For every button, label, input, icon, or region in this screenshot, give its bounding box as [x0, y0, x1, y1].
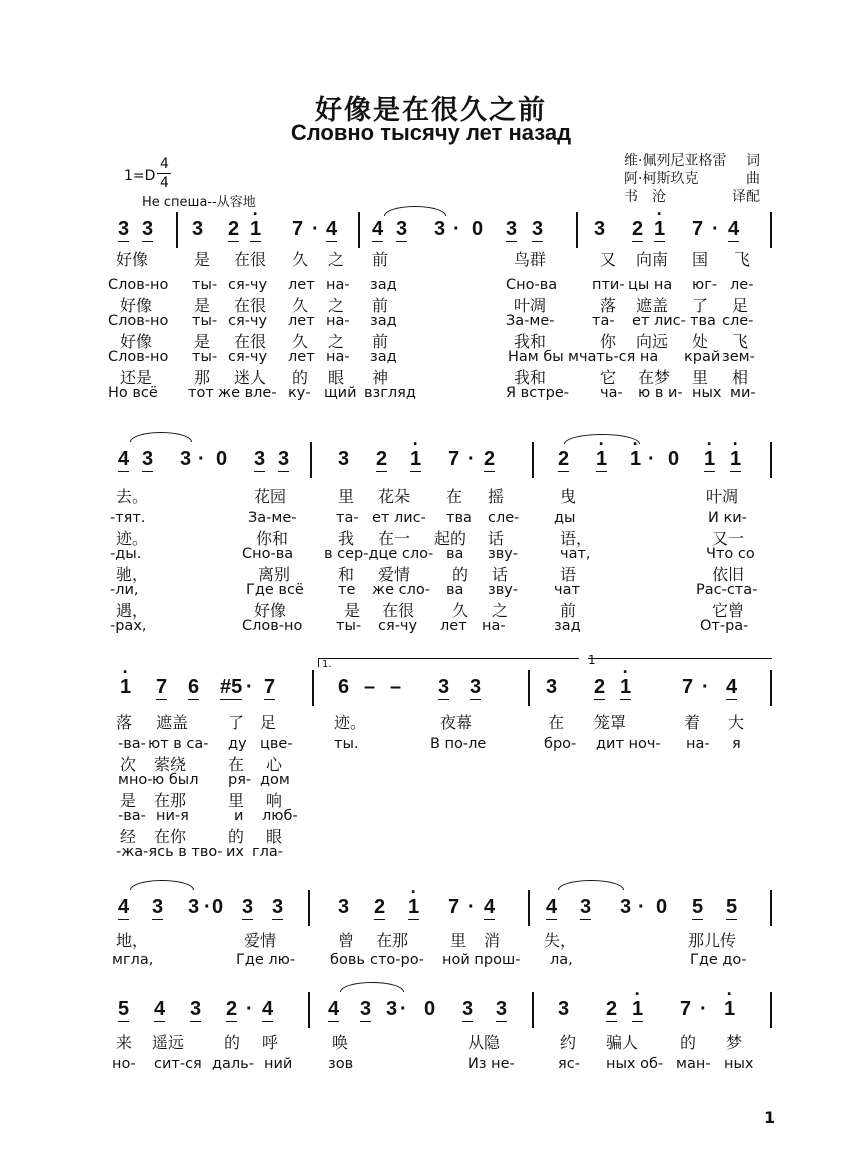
barline: [176, 212, 178, 248]
note: 3: [278, 448, 290, 470]
note: · 1: [120, 676, 131, 699]
volta-bracket-2: 1: [588, 658, 772, 667]
note: 3: [532, 218, 544, 240]
note: 4: [372, 218, 384, 240]
note-dot: ·: [400, 998, 407, 1020]
note: 0: [216, 448, 228, 470]
note: 3: [360, 998, 372, 1020]
note: 3: [580, 896, 592, 918]
note: 4: [154, 998, 166, 1020]
note: 3: [470, 676, 482, 698]
note: 0: [668, 448, 680, 470]
barline: [770, 670, 772, 706]
note: · 1: [632, 998, 643, 1022]
note: · 1: [630, 448, 641, 471]
note: 5: [726, 896, 738, 918]
time-signature-top: 4: [160, 156, 169, 172]
note: 0: [472, 218, 484, 240]
note: 3: [462, 998, 474, 1020]
note: 3: [272, 896, 284, 918]
barline: [308, 992, 310, 1028]
note: 3: [496, 998, 508, 1020]
slur: [558, 880, 624, 890]
note: 2: [594, 676, 606, 698]
note: 3: [338, 448, 350, 470]
note: 4: [728, 218, 740, 240]
notes-row-4: [108, 896, 773, 930]
note: 6: [188, 676, 200, 698]
note-dot: ·: [712, 218, 719, 240]
note: 7: [292, 218, 304, 240]
note: 0: [424, 998, 436, 1020]
note-dot: ·: [312, 218, 319, 240]
note: 2: [374, 896, 386, 918]
note-dot: ·: [204, 896, 211, 918]
note-dot: ·: [246, 998, 253, 1020]
note: 3: [254, 448, 266, 470]
notes-row-2: [108, 448, 773, 482]
credit-translator: 书 沧 译配: [624, 189, 760, 205]
note: 6: [338, 676, 350, 698]
note: 0: [656, 896, 668, 918]
barline: [310, 442, 312, 478]
credits: [624, 152, 760, 206]
note: 3: [396, 218, 408, 240]
note: 5: [692, 896, 704, 918]
note-dot: ·: [468, 896, 475, 918]
note: 3: [190, 998, 202, 1020]
note: 3: [188, 896, 200, 918]
barline: [308, 890, 310, 926]
note: 3: [142, 448, 154, 470]
note: 3: [594, 218, 606, 240]
note: 4: [326, 218, 338, 240]
note-dot: ·: [468, 448, 475, 470]
slur: [130, 432, 192, 442]
note: 4: [726, 676, 738, 698]
note: 3: [558, 998, 570, 1020]
notes-row-5: [108, 998, 773, 1032]
note: 3: [434, 218, 446, 240]
time-signature-bottom: 4: [160, 175, 169, 191]
dash: –: [390, 676, 402, 698]
barline: [532, 992, 534, 1028]
note: 7: [156, 676, 168, 698]
barline: [770, 992, 772, 1028]
note: 7: [264, 676, 276, 698]
barline: [528, 890, 530, 926]
page-number: 1: [764, 1108, 776, 1127]
note: 3: [438, 676, 450, 698]
note: 5: [118, 998, 130, 1020]
barline: [532, 442, 534, 478]
note: 3: [192, 218, 204, 240]
note: 3: [180, 448, 192, 470]
note: 4: [328, 998, 340, 1020]
note: · 1: [410, 448, 421, 472]
note: 2: [558, 448, 570, 470]
note: 3: [386, 998, 398, 1020]
note: 3: [620, 896, 632, 918]
note: · 1: [654, 218, 665, 242]
note: 3: [118, 218, 130, 240]
note-dot: ·: [638, 896, 645, 918]
note: 2: [606, 998, 618, 1020]
note: 2: [484, 448, 496, 470]
note: 0: [212, 896, 224, 918]
barline: [770, 890, 772, 926]
note: 3: [142, 218, 154, 240]
note: 2: [226, 998, 238, 1020]
note: 7: [682, 676, 694, 698]
barline: [770, 212, 772, 248]
note: 2: [632, 218, 644, 240]
title-chinese: 好像是在很久之前: [315, 95, 547, 126]
note: · 1: [704, 448, 715, 472]
note-dot: ·: [648, 448, 655, 470]
note: 4: [546, 896, 558, 918]
note: 2: [376, 448, 388, 470]
slur: [130, 880, 194, 890]
dash: –: [364, 676, 376, 698]
note: · 1: [408, 896, 419, 920]
note: 7: [448, 896, 460, 918]
barline: [576, 212, 578, 248]
note: · 1: [730, 448, 741, 472]
note: 3: [242, 896, 254, 918]
note-dot: ·: [700, 998, 707, 1020]
volta-bracket-1: 1.: [318, 658, 579, 667]
note: · 1: [250, 218, 261, 242]
note: 7: [692, 218, 704, 240]
note: 3: [152, 896, 164, 918]
notes-row-3: [108, 676, 773, 710]
note: 3: [338, 896, 350, 918]
barline: [358, 212, 360, 248]
note-dot: ·: [453, 218, 460, 240]
tempo-marking: Не спеша--从容地: [142, 195, 256, 210]
note: 3: [546, 676, 558, 698]
note-dot: ·: [198, 448, 205, 470]
note: 7: [680, 998, 692, 1020]
title-russian: Словно тысячу лет назад: [290, 120, 572, 145]
note-dot: ·: [702, 676, 709, 698]
credit-composer: 阿·柯斯玖克 曲: [624, 171, 760, 187]
slur: [340, 982, 404, 992]
credit-lyricist: 维·佩列尼亚格雷 词: [624, 153, 760, 169]
note: 4: [484, 896, 496, 918]
note: 4: [118, 448, 130, 470]
note: 4: [262, 998, 274, 1020]
slur: [384, 206, 446, 216]
time-signature-line: [157, 173, 171, 174]
note: 7: [448, 448, 460, 470]
barline: [770, 442, 772, 478]
note-dot: ·: [246, 676, 253, 698]
note: · 1: [620, 676, 631, 700]
note: 3: [506, 218, 518, 240]
note: · 1: [724, 998, 735, 1021]
note: · 1: [596, 448, 607, 472]
barline: [312, 670, 314, 706]
note: 2: [228, 218, 240, 240]
barline: [528, 670, 530, 706]
note: 4: [118, 896, 130, 918]
note: #5: [220, 676, 243, 698]
key-signature: 1=D: [124, 168, 156, 184]
